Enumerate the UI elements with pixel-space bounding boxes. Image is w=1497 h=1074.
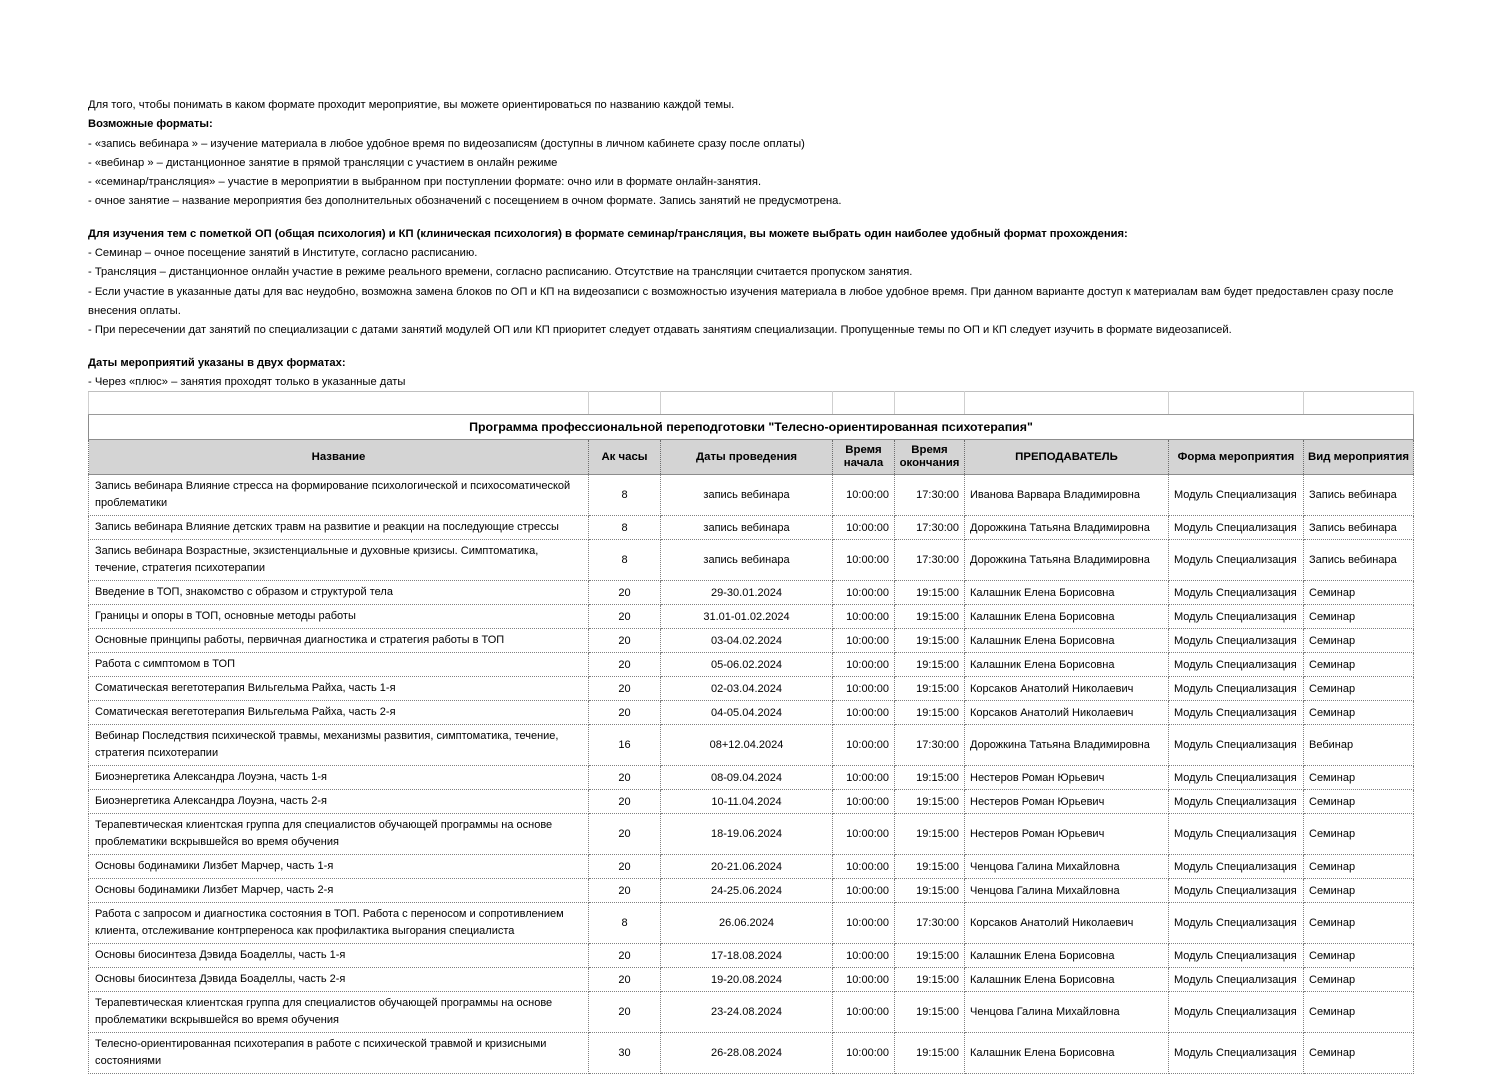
- cell-academic-hours: 20: [589, 605, 661, 629]
- cell-start-time: 10:00:00: [833, 944, 895, 968]
- table-row: [89, 540, 1414, 581]
- cell-course-name: Терапевтическая клиентская группа для специалистов обучающей программы на основе проблематики вскрывшейся во время обучения: [89, 992, 589, 1033]
- cell-event-kind: Семинар: [1304, 766, 1414, 790]
- cell-dates: 05-06.02.2024: [661, 653, 833, 677]
- cell-academic-hours: 20: [589, 701, 661, 725]
- spacer-cell: [895, 392, 965, 415]
- cell-academic-hours: 8: [589, 475, 661, 516]
- cell-end-time: 17:30:00: [895, 903, 965, 944]
- cell-dates: 10-11.04.2024: [661, 790, 833, 814]
- cell-course-name: Основы бодинамики Лизбет Марчер, часть 1-я: [89, 855, 589, 879]
- table-row: [89, 725, 1414, 766]
- cell-end-time: 19:15:00: [895, 879, 965, 903]
- cell-event-form: Модуль Специализация: [1169, 540, 1304, 581]
- cell-event-form: Модуль Специализация: [1169, 605, 1304, 629]
- cell-course-name: Основы биосинтеза Дэвида Боаделлы, часть 1-я: [89, 944, 589, 968]
- cell-course-name: Основы биосинтеза Дэвида Боаделлы, часть 2-я: [89, 968, 589, 992]
- table-row: [89, 790, 1414, 814]
- cell-academic-hours: 30: [589, 1033, 661, 1074]
- cell-course-name: Соматическая вегетотерапия Вильгельма Райха, часть 1-я: [89, 677, 589, 701]
- cell-academic-hours: 20: [589, 653, 661, 677]
- table-row: [89, 629, 1414, 653]
- table-row: [89, 475, 1414, 516]
- spacer-cell: [89, 392, 589, 415]
- cell-academic-hours: 20: [589, 766, 661, 790]
- end-time-line2: окончания: [899, 457, 960, 469]
- cell-course-name: Биоэнергетика Александра Лоуэна, часть 2-я: [89, 790, 589, 814]
- cell-event-kind: Запись вебинара: [1304, 516, 1414, 540]
- cell-event-kind: Запись вебинара: [1304, 475, 1414, 516]
- cell-end-time: 19:15:00: [895, 968, 965, 992]
- table-row: [89, 516, 1414, 540]
- cell-start-time: 10:00:00: [833, 1033, 895, 1074]
- cell-academic-hours: 20: [589, 581, 661, 605]
- cell-end-time: 19:15:00: [895, 766, 965, 790]
- cell-course-name: Основные принципы работы, первичная диагностика и стратегия работы в ТОП: [89, 629, 589, 653]
- table-row: [89, 581, 1414, 605]
- cell-event-form: Модуль Специализация: [1169, 766, 1304, 790]
- cell-end-time: 19:15:00: [895, 944, 965, 968]
- cell-start-time: 10:00:00: [833, 725, 895, 766]
- op-kp-item: - Семинар – очное посещение занятий в Институте, согласно расписанию.: [88, 247, 478, 260]
- column-header-end-time: [895, 440, 965, 475]
- cell-course-name: Телесно-ориентированная психотерапия в работе с психической травмой и кризисными состояниями: [89, 1033, 589, 1074]
- cell-event-kind: Запись вебинара: [1304, 540, 1414, 581]
- cell-end-time: 19:15:00: [895, 581, 965, 605]
- cell-start-time: 10:00:00: [833, 475, 895, 516]
- cell-start-time: 10:00:00: [833, 855, 895, 879]
- start-time-line2: начала: [843, 457, 884, 469]
- cell-event-form: Модуль Специализация: [1169, 968, 1304, 992]
- table-row: [89, 814, 1414, 855]
- column-header-dates: Даты проведения: [661, 440, 833, 475]
- cell-course-name: Работа с симптомом в ТОП: [89, 653, 589, 677]
- cell-start-time: 10:00:00: [833, 814, 895, 855]
- cell-event-kind: Семинар: [1304, 879, 1414, 903]
- cell-teacher: Корсаков Анатолий Николаевич: [965, 677, 1169, 701]
- cell-academic-hours: 16: [589, 725, 661, 766]
- cell-course-name: Основы бодинамики Лизбет Марчер, часть 2-я: [89, 879, 589, 903]
- cell-dates: 08-09.04.2024: [661, 766, 833, 790]
- cell-course-name: Границы и опоры в ТОП, основные методы работы: [89, 605, 589, 629]
- cell-academic-hours: 8: [589, 903, 661, 944]
- cell-end-time: 19:15:00: [895, 605, 965, 629]
- cell-course-name: Запись вебинара Возрастные, экзистенциальные и духовные кризисы. Симптоматика, течение, стратегия психотерапии: [89, 540, 589, 581]
- cell-start-time: 10:00:00: [833, 605, 895, 629]
- cell-start-time: 10:00:00: [833, 968, 895, 992]
- cell-end-time: 19:15:00: [895, 677, 965, 701]
- cell-event-form: Модуль Специализация: [1169, 855, 1304, 879]
- cell-end-time: 19:15:00: [895, 653, 965, 677]
- cell-teacher: Дорожкина Татьяна Владимировна: [965, 725, 1169, 766]
- op-kp-item: - При пересечении дат занятий по специализации с датами занятий модулей ОП или КП приоритет следует отдавать занятиям специализации. Пропущенные темы по ОП и КП следует изучить в формате видеозаписей.: [88, 324, 1232, 337]
- cell-event-form: Модуль Специализация: [1169, 475, 1304, 516]
- program-schedule-table: [88, 391, 1414, 1074]
- cell-dates: 19-20.08.2024: [661, 968, 833, 992]
- table-title-row: [89, 415, 1414, 440]
- cell-teacher: Корсаков Анатолий Николаевич: [965, 701, 1169, 725]
- cell-event-kind: Семинар: [1304, 677, 1414, 701]
- cell-teacher: Дорожкина Татьяна Владимировна: [965, 516, 1169, 540]
- cell-academic-hours: 20: [589, 814, 661, 855]
- cell-teacher: Калашник Елена Борисовна: [965, 944, 1169, 968]
- cell-dates: 03-04.02.2024: [661, 629, 833, 653]
- cell-teacher: Ченцова Галина Михайловна: [965, 855, 1169, 879]
- op-kp-item: - Если участие в указанные даты для вас неудобно, возможна замена блоков по ОП и КП на видеозаписи с возможностью изучения материала в любое удобное время. При данном варианте доступ к материалам вам будет предоставлен сразу после внесения оплаты.: [88, 285, 1394, 317]
- cell-academic-hours: 20: [589, 968, 661, 992]
- cell-start-time: 10:00:00: [833, 879, 895, 903]
- cell-academic-hours: 20: [589, 855, 661, 879]
- dates-item: - Через «плюс» – занятия проходят только в указанные даты: [88, 375, 406, 388]
- cell-dates: 08+12.04.2024: [661, 725, 833, 766]
- table-row: [89, 944, 1414, 968]
- cell-teacher: Калашник Елена Борисовна: [965, 1033, 1169, 1074]
- cell-teacher: Калашник Елена Борисовна: [965, 653, 1169, 677]
- cell-academic-hours: 20: [589, 944, 661, 968]
- spacer-cell: [661, 392, 833, 415]
- cell-teacher: Калашник Елена Борисовна: [965, 968, 1169, 992]
- cell-dates: 31.01-01.02.2024: [661, 605, 833, 629]
- cell-teacher: Дорожкина Татьяна Владимировна: [965, 540, 1169, 581]
- cell-dates: 17-18.08.2024: [661, 944, 833, 968]
- table-title: Программа профессиональной переподготовки "Телесно-ориентированная психотерапия": [89, 415, 1414, 440]
- table-body: [89, 475, 1414, 1074]
- cell-start-time: 10:00:00: [833, 653, 895, 677]
- cell-event-kind: Семинар: [1304, 653, 1414, 677]
- column-header-kind: Вид мероприятия: [1304, 440, 1414, 475]
- cell-end-time: 17:30:00: [895, 475, 965, 516]
- cell-event-form: Модуль Специализация: [1169, 903, 1304, 944]
- format-item: - очное занятие – название мероприятия без дополнительных обозначений с посещением в очном формате. Запись занятий не предусмотрена.: [88, 195, 842, 208]
- cell-event-kind: Семинар: [1304, 814, 1414, 855]
- cell-event-kind: Семинар: [1304, 992, 1414, 1033]
- cell-event-kind: Семинар: [1304, 605, 1414, 629]
- cell-event-form: Модуль Специализация: [1169, 814, 1304, 855]
- cell-event-form: Модуль Специализация: [1169, 629, 1304, 653]
- cell-start-time: 10:00:00: [833, 701, 895, 725]
- cell-event-kind: Семинар: [1304, 903, 1414, 944]
- cell-event-form: Модуль Специализация: [1169, 725, 1304, 766]
- table-row: [89, 855, 1414, 879]
- cell-start-time: 10:00:00: [833, 516, 895, 540]
- cell-dates: запись вебинара: [661, 540, 833, 581]
- cell-academic-hours: 20: [589, 992, 661, 1033]
- cell-end-time: 17:30:00: [895, 725, 965, 766]
- table-row: [89, 701, 1414, 725]
- cell-dates: 23-24.08.2024: [661, 992, 833, 1033]
- cell-event-kind: Вебинар: [1304, 725, 1414, 766]
- cell-event-form: Модуль Специализация: [1169, 677, 1304, 701]
- spacer-cell: [833, 392, 895, 415]
- table-row: [89, 653, 1414, 677]
- table-row: [89, 1033, 1414, 1074]
- cell-academic-hours: 20: [589, 790, 661, 814]
- cell-event-kind: Семинар: [1304, 1033, 1414, 1074]
- cell-course-name: Запись вебинара Влияние стресса на формирование психологической и психосоматической проблематики: [89, 475, 589, 516]
- cell-dates: 02-03.04.2024: [661, 677, 833, 701]
- cell-dates: 20-21.06.2024: [661, 855, 833, 879]
- cell-dates: 04-05.04.2024: [661, 701, 833, 725]
- cell-event-form: Модуль Специализация: [1169, 1033, 1304, 1074]
- column-header-start-time: [833, 440, 895, 475]
- cell-event-form: Модуль Специализация: [1169, 653, 1304, 677]
- cell-teacher: Корсаков Анатолий Николаевич: [965, 903, 1169, 944]
- cell-teacher: Калашник Елена Борисовна: [965, 605, 1169, 629]
- cell-teacher: Нестеров Роман Юрьевич: [965, 766, 1169, 790]
- table-row: [89, 968, 1414, 992]
- cell-event-form: Модуль Специализация: [1169, 516, 1304, 540]
- spacer-cell: [1169, 392, 1304, 415]
- cell-event-form: Модуль Специализация: [1169, 879, 1304, 903]
- cell-academic-hours: 8: [589, 540, 661, 581]
- spacer-row: [89, 392, 1414, 415]
- cell-dates: 26-28.08.2024: [661, 1033, 833, 1074]
- cell-event-kind: Семинар: [1304, 701, 1414, 725]
- cell-course-name: Соматическая вегетотерапия Вильгельма Райха, часть 2-я: [89, 701, 589, 725]
- cell-event-kind: Семинар: [1304, 629, 1414, 653]
- table-row: [89, 992, 1414, 1033]
- cell-event-form: Модуль Специализация: [1169, 581, 1304, 605]
- cell-dates: запись вебинара: [661, 475, 833, 516]
- cell-end-time: 19:15:00: [895, 1033, 965, 1074]
- cell-dates: 18-19.06.2024: [661, 814, 833, 855]
- cell-academic-hours: 20: [589, 879, 661, 903]
- cell-start-time: 10:00:00: [833, 766, 895, 790]
- cell-event-form: Модуль Специализация: [1169, 944, 1304, 968]
- cell-course-name: Терапевтическая клиентская группа для специалистов обучающей программы на основе проблематики вскрывшейся во время обучения: [89, 814, 589, 855]
- cell-event-form: Модуль Специализация: [1169, 790, 1304, 814]
- cell-teacher: Нестеров Роман Юрьевич: [965, 814, 1169, 855]
- table-row: [89, 903, 1414, 944]
- table-header-row: [89, 440, 1414, 475]
- table-row: [89, 766, 1414, 790]
- spacer-cell: [589, 392, 661, 415]
- cell-start-time: 10:00:00: [833, 903, 895, 944]
- format-item: - «запись вебинара » – изучение материала в любое удобное время по видеозаписям (доступны в личном кабинете сразу после оплаты): [88, 137, 805, 150]
- cell-event-form: Модуль Специализация: [1169, 992, 1304, 1033]
- cell-event-kind: Семинар: [1304, 581, 1414, 605]
- dates-heading: Даты мероприятий указаны в двух форматах:: [88, 356, 346, 369]
- intro-lead: Для того, чтобы понимать в каком формате проходит мероприятие, вы можете ориентироваться по названию каждой темы.: [88, 99, 735, 111]
- start-time-line1: Время: [845, 444, 882, 456]
- cell-end-time: 19:15:00: [895, 701, 965, 725]
- cell-course-name: Введение в ТОП, знакомство с образом и структурой тела: [89, 581, 589, 605]
- cell-start-time: 10:00:00: [833, 677, 895, 701]
- cell-end-time: 17:30:00: [895, 540, 965, 581]
- cell-end-time: 19:15:00: [895, 790, 965, 814]
- formats-heading: Возможные форматы:: [88, 118, 213, 131]
- cell-course-name: Работа с запросом и диагностика состояния в ТОП. Работа с переносом и сопротивлением клиента, отслеживание контрпереноса как профилактика выгорания специалиста: [89, 903, 589, 944]
- format-item: - «семинар/трансляция» – участие в мероприятии в выбранном при поступлении формате: очно или в формате онлайн-занятия.: [88, 176, 762, 189]
- cell-course-name: Запись вебинара Влияние детских травм на развитие и реакции на последующие стрессы: [89, 516, 589, 540]
- column-header-name: Название: [89, 440, 589, 475]
- table-row: [89, 879, 1414, 903]
- cell-dates: 24-25.06.2024: [661, 879, 833, 903]
- cell-event-kind: Семинар: [1304, 968, 1414, 992]
- cell-event-kind: Семинар: [1304, 790, 1414, 814]
- cell-start-time: 10:00:00: [833, 629, 895, 653]
- cell-academic-hours: 20: [589, 629, 661, 653]
- cell-dates: запись вебинара: [661, 516, 833, 540]
- spacer-cell: [1304, 392, 1414, 415]
- cell-course-name: Биоэнергетика Александра Лоуэна, часть 1-я: [89, 766, 589, 790]
- cell-teacher: Нестеров Роман Юрьевич: [965, 790, 1169, 814]
- cell-end-time: 19:15:00: [895, 992, 965, 1033]
- cell-event-form: Модуль Специализация: [1169, 701, 1304, 725]
- cell-start-time: 10:00:00: [833, 540, 895, 581]
- format-item: - «вебинар » – дистанционное занятие в прямой трансляции с участием в онлайн режиме: [88, 156, 558, 169]
- cell-teacher: Иванова Варвара Владимировна: [965, 475, 1169, 516]
- cell-end-time: 19:15:00: [895, 855, 965, 879]
- cell-end-time: 19:15:00: [895, 629, 965, 653]
- end-time-line1: Время: [911, 444, 948, 456]
- cell-course-name: Вебинар Последствия психической травмы, механизмы развития, симптоматика, течение, стратегия психотерапии: [89, 725, 589, 766]
- cell-end-time: 17:30:00: [895, 516, 965, 540]
- cell-teacher: Калашник Елена Борисовна: [965, 581, 1169, 605]
- cell-teacher: Ченцова Галина Михайловна: [965, 879, 1169, 903]
- cell-start-time: 10:00:00: [833, 581, 895, 605]
- spacer-cell: [965, 392, 1169, 415]
- op-kp-heading: Для изучения тем с пометкой ОП (общая психология) и КП (клиническая психология) в формате семинар/трансляция, вы можете выбрать один наиболее удобный формат прохождения:: [88, 227, 1128, 240]
- cell-start-time: 10:00:00: [833, 790, 895, 814]
- cell-end-time: 19:15:00: [895, 814, 965, 855]
- cell-teacher: Ченцова Галина Михайловна: [965, 992, 1169, 1033]
- cell-academic-hours: 8: [589, 516, 661, 540]
- cell-start-time: 10:00:00: [833, 992, 895, 1033]
- cell-academic-hours: 20: [589, 677, 661, 701]
- table-row: [89, 677, 1414, 701]
- cell-dates: 26.06.2024: [661, 903, 833, 944]
- cell-teacher: Калашник Елена Борисовна: [965, 629, 1169, 653]
- cell-dates: 29-30.01.2024: [661, 581, 833, 605]
- column-header-form: Форма мероприятия: [1169, 440, 1304, 475]
- table-row: [89, 605, 1414, 629]
- op-kp-item: - Трансляция – дистанционное онлайн участие в режиме реального времени, согласно расписанию. Отсутствие на трансляции считается пропуском занятия.: [88, 266, 913, 279]
- column-header-teacher: ПРЕПОДАВАТЕЛЬ: [965, 440, 1169, 475]
- column-header-hours: Ак часы: [589, 440, 661, 475]
- cell-event-kind: Семинар: [1304, 944, 1414, 968]
- cell-event-kind: Семинар: [1304, 855, 1414, 879]
